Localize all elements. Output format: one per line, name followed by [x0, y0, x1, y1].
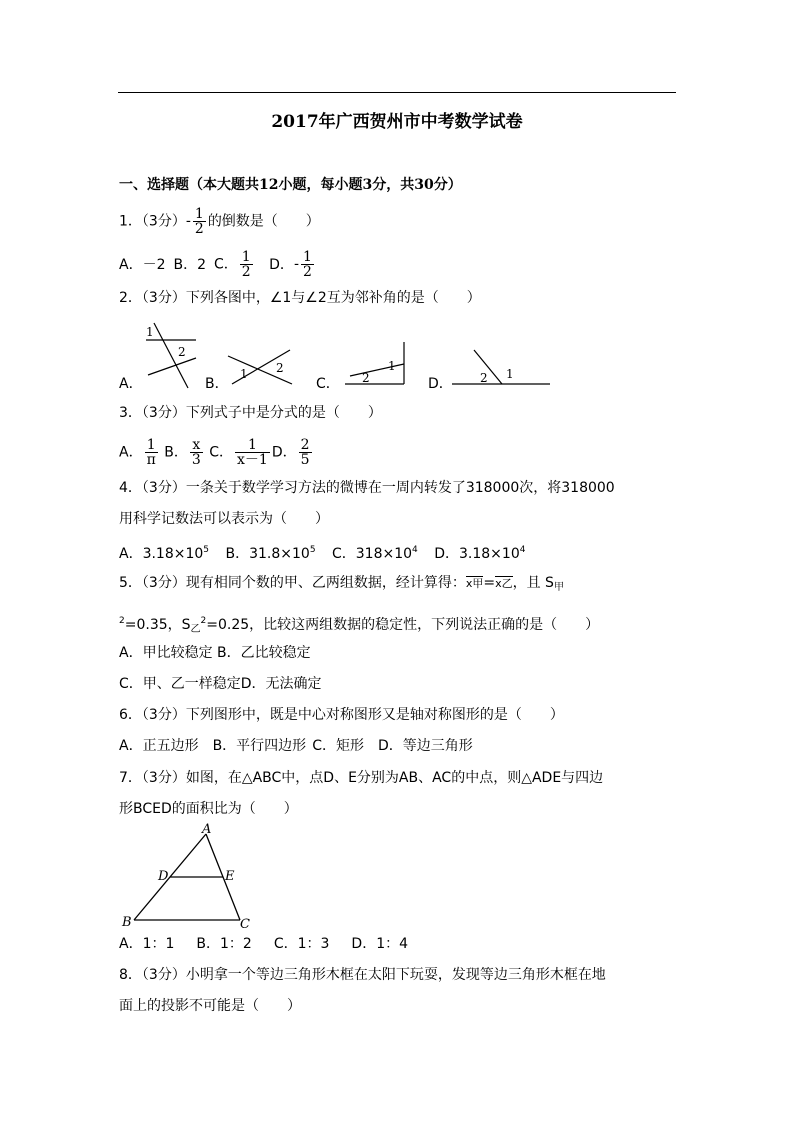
- question-4-line2: 用科学记数法可以表示为（ ）: [119, 511, 329, 527]
- q2c-label-1: 1: [388, 359, 396, 373]
- q3-option-c[interactable]: C．: [209, 444, 233, 461]
- q1-option-c-num: 1: [241, 249, 251, 265]
- q2d-label-2: 2: [480, 371, 488, 385]
- q3-option-a[interactable]: A．: [119, 444, 143, 461]
- q2b-label-1: 1: [240, 367, 248, 381]
- q1-option-d-frac: [301, 250, 314, 279]
- q5-line2-c: =0.25，比较这两组数据的稳定性，下列说法正确的是（ ）: [206, 617, 600, 633]
- question-8-line2: 面上的投影不可能是（ ）: [119, 998, 301, 1014]
- q2-option-d[interactable]: D．: [428, 376, 453, 392]
- q5-mean-yi: x乙: [495, 577, 513, 590]
- q4-option-b[interactable]: B．31.8×10: [225, 546, 310, 562]
- q5-mean-jia: x甲: [465, 577, 484, 590]
- q4-b-exp: 5: [309, 545, 316, 555]
- q6-option-c[interactable]: C．矩形: [312, 738, 364, 754]
- q1-minus: -: [185, 213, 191, 230]
- q1-frac-num: 1: [194, 206, 204, 222]
- q4-a-exp: 5: [203, 545, 210, 555]
- q2d-label-1: 1: [506, 367, 514, 381]
- question-7-line2: 形BCED的面积比为（ ）: [119, 801, 298, 817]
- q5-eq: =: [483, 575, 496, 591]
- q7-label-c: C: [240, 917, 250, 932]
- question-5-line2: [119, 611, 599, 640]
- q3-c-frac: [235, 438, 270, 467]
- q7-option-c[interactable]: C．1：3: [273, 936, 330, 952]
- q5-line2-a: =0.35，S: [124, 617, 191, 633]
- q1-option-c-frac: [240, 250, 253, 279]
- q7-options: [119, 934, 408, 954]
- q3-option-d[interactable]: D．: [271, 444, 297, 461]
- q4-option-a[interactable]: A．3.18×10: [119, 546, 204, 562]
- q2a-label-2: 2: [178, 345, 186, 359]
- q1-option-b[interactable]: B．2: [173, 256, 206, 273]
- header-rule: [118, 92, 676, 93]
- q5-options-row2: [119, 674, 322, 694]
- q5-option-c[interactable]: C．甲、乙一样稳定: [119, 676, 241, 692]
- q5-text-end: ，且 S: [512, 575, 554, 591]
- q2-diagram-a: [146, 323, 196, 388]
- q3-c-num: 1: [235, 438, 270, 453]
- q6-option-a[interactable]: A．正五边形: [119, 738, 199, 754]
- section-heading: 一、选择题（本大题共12小题，每小题3分，共30分）: [119, 177, 462, 193]
- q2b-label-2: 2: [276, 361, 284, 375]
- q7-label-d: D: [158, 869, 169, 884]
- q3-d-den: 5: [300, 452, 310, 468]
- q1-option-d-den: 2: [303, 264, 312, 280]
- question-6: 6．（3分）下列图形中，既是中心对称图形又是轴对称图形的是（ ）: [119, 707, 564, 723]
- q3-options: [119, 438, 314, 467]
- q2-option-a[interactable]: A．: [119, 376, 143, 392]
- q7-label-b: B: [122, 915, 132, 930]
- q5-sq-1: 2: [119, 616, 125, 626]
- q3-a-den: π: [146, 452, 156, 468]
- q3-d-num: 2: [300, 437, 310, 453]
- q1-prefix: 1．（3分）: [119, 213, 186, 230]
- page-title: 2017年广西贺州市中考数学试卷: [271, 112, 523, 132]
- q1-option-d-num: 1: [303, 249, 312, 265]
- q4-option-d[interactable]: D．3.18×10: [434, 546, 520, 562]
- q7-label-a: A: [202, 822, 212, 837]
- q1-option-d-minus: -: [293, 256, 299, 273]
- q1-suffix: 的倒数是（ ）: [207, 213, 320, 230]
- q2-diagram-d: [452, 350, 550, 385]
- q3-a-num: 1: [145, 438, 158, 453]
- q3-c-den: x－1: [237, 452, 268, 468]
- question-8-line1: 8．（3分）小明拿一个等边三角形木框在太阳下玩耍，发现等边三角形木框在地: [119, 967, 606, 983]
- q5-options-row1: [119, 643, 311, 663]
- q3-b-den: 3: [191, 452, 201, 468]
- q7-option-d[interactable]: D．1：4: [351, 936, 409, 952]
- question-7-line1: 7．（3分）如图，在△ABC中，点D、E分别为AB、AC的中点，则△ADE与四边: [119, 770, 604, 786]
- q5-text: 5．（3分）现有相同个数的甲、乙两组数据，经计算得：: [119, 575, 466, 591]
- q1-option-a[interactable]: A．－2: [119, 256, 166, 273]
- q6-options: [119, 736, 473, 756]
- q7-label-e: E: [225, 869, 235, 884]
- q2-diagram-b: [228, 350, 292, 384]
- q3-a-frac: [145, 438, 158, 467]
- q6-option-d[interactable]: D．等边三角形: [377, 738, 473, 754]
- question-1: [119, 207, 320, 236]
- q2-option-b[interactable]: B．: [205, 376, 229, 392]
- q6-option-b[interactable]: B．平行四边形: [212, 738, 307, 754]
- q4-c-exp: 4: [412, 545, 418, 555]
- q3-b-frac: [190, 438, 203, 467]
- q5-option-d[interactable]: D．无法确定: [240, 676, 322, 692]
- q7-triangle-figure: [118, 822, 268, 932]
- q5-option-a[interactable]: A．甲比较稳定: [119, 645, 213, 661]
- q3-option-b[interactable]: B．: [164, 444, 188, 461]
- q2c-label-2: 2: [362, 371, 370, 385]
- q7-option-b[interactable]: B．1：2: [196, 936, 252, 952]
- q5-sq-2: 2: [200, 616, 207, 626]
- q2a-label-1: 1: [146, 325, 154, 339]
- q3-d-frac: [299, 438, 312, 467]
- question-5-line1: [119, 573, 564, 598]
- q4-option-c[interactable]: C．318×10: [332, 546, 413, 562]
- q4-d-exp: 4: [519, 545, 526, 555]
- q2-diagrams: [140, 318, 560, 392]
- question-2: 2．（3分）下列各图中，∠1与∠2互为邻补角的是（ ）: [119, 290, 481, 306]
- q7-option-a[interactable]: A．1：1: [119, 936, 175, 952]
- q1-frac-den: 2: [194, 221, 204, 237]
- q1-option-d[interactable]: D．: [269, 256, 294, 273]
- q4-options: [119, 540, 525, 564]
- q5-sub-jia: 甲: [553, 582, 564, 593]
- q5-option-b[interactable]: B．乙比较稳定: [217, 645, 311, 661]
- q3-b-num: x: [190, 438, 203, 453]
- q1-option-c[interactable]: C．: [214, 256, 238, 273]
- question-3: 3．（3分）下列式子中是分式的是（ ）: [119, 405, 382, 421]
- q2-option-c[interactable]: C．: [316, 376, 340, 392]
- q2-diagram-c: [345, 342, 404, 385]
- question-4-line1: 4．（3分）一条关于数学学习方法的微博在一周内转发了318000次，将318000: [119, 480, 615, 496]
- q1-fraction: [193, 207, 206, 236]
- q5-sub-yi: 乙: [190, 624, 201, 635]
- q1-option-c-den: 2: [241, 264, 251, 280]
- q1-options: [119, 250, 316, 279]
